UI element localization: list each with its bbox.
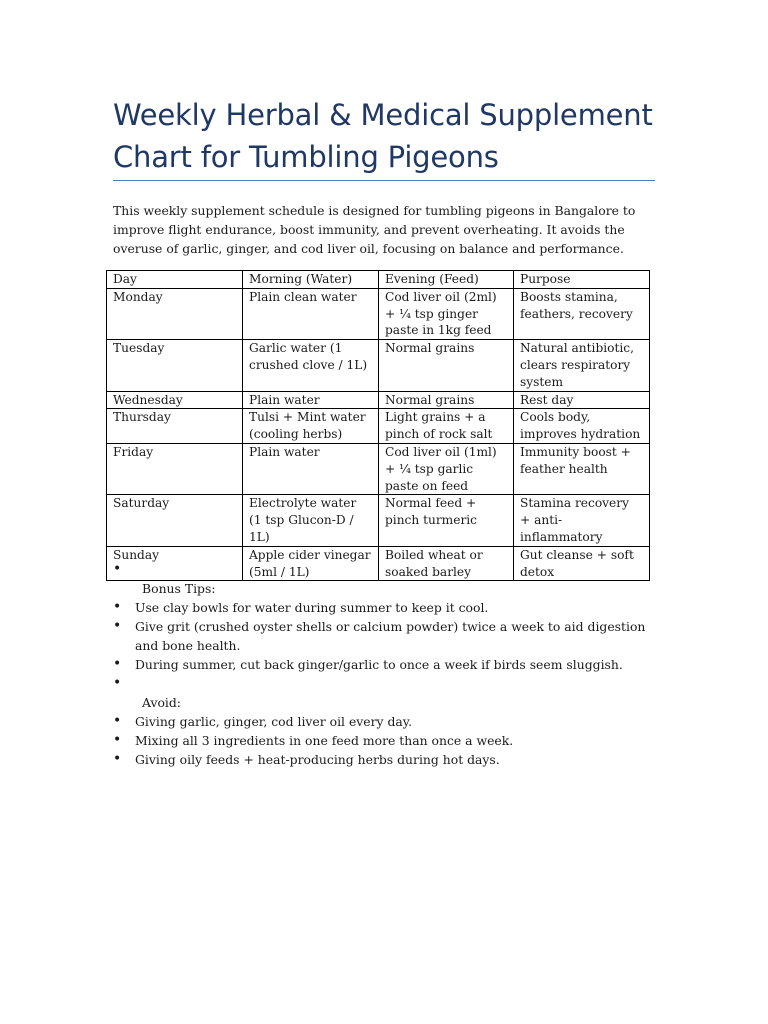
list-item: • During summer, cut back ginger/garlic to once a week if birds seem sluggish. [113,655,658,674]
cell-day: Monday [107,288,243,339]
cell-morning: Apple cider vinegar (5ml / 1L) [243,546,379,581]
cell-day: Tuesday [107,340,243,391]
list-item: • Giving oily feeds + heat-producing herbs during hot days. [113,750,658,769]
table-row [107,340,650,391]
cell-morning: Tulsi + Mint water (cooling herbs) [243,409,379,444]
cell-purpose: Gut cleanse + soft detox [514,546,650,581]
table-row [107,391,650,409]
list-item: • Giving garlic, ginger, cod liver oil every day. [113,712,658,731]
table-row [107,288,650,339]
cell-day: Saturday [107,495,243,546]
cell-purpose: Rest day [514,391,650,409]
table-row [107,443,650,494]
tips-list [113,560,658,769]
cell-purpose: Natural antibiotic, clears respiratory system [514,340,650,391]
cell-day: Sunday [107,546,243,581]
cell-morning: Electrolyte water (1 tsp Glucon-D / 1L) [243,495,379,546]
list-item: • Give grit (crushed oyster shells or calcium powder) twice a week to aid digestion and bone health. [113,617,658,655]
table-header-row [107,271,650,289]
cell-day: Wednesday [107,391,243,409]
intro-paragraph: This weekly supplement schedule is designed for tumbling pigeons in Bangalore to improve flight endurance, boost immunity, and prevent overheating. It avoids the overuse of garlic, ginger, and cod liver oil, focusing on balance and performance. [113,203,636,256]
header-evening: Evening (Feed) [379,271,514,289]
cell-evening: Boiled wheat or soaked barley [379,546,514,581]
avoid-heading: • Avoid: [142,695,181,710]
cell-morning: Plain water [243,443,379,494]
cell-purpose: Cools body, improves hydration [514,409,650,444]
table-row [107,409,650,444]
list-item: • Use clay bowls for water during summer to keep it cool. [113,598,658,617]
cell-evening: Normal grains [379,340,514,391]
bonus-tips-heading: • Bonus Tips: [142,581,216,596]
cell-purpose: Boosts stamina, feathers, recovery [514,288,650,339]
table-row [107,495,650,546]
cell-evening: Normal grains [379,391,514,409]
cell-day: Friday [107,443,243,494]
title-underline [113,180,655,181]
cell-purpose: Stamina recovery + anti-inflammatory [514,495,650,546]
list-item: • Mixing all 3 ingredients in one feed more than once a week. [113,731,658,750]
cell-evening: Cod liver oil (2ml) + ¼ tsp ginger paste in 1kg feed [379,288,514,339]
cell-morning: Plain water [243,391,379,409]
cell-evening: Light grains + a pinch of rock salt [379,409,514,444]
header-morning: Morning (Water) [243,271,379,289]
cell-day: Thursday [107,409,243,444]
bonus-tips-heading-item [113,560,658,598]
cell-evening: Cod liver oil (1ml) + ¼ tsp garlic paste on feed [379,443,514,494]
cell-evening: Normal feed + pinch turmeric [379,495,514,546]
cell-morning: Garlic water (1 crushed clove / 1L) [243,340,379,391]
cell-morning: Plain clean water [243,288,379,339]
cell-purpose: Immunity boost + feather health [514,443,650,494]
supplement-table [106,270,650,581]
avoid-heading-item [113,674,658,712]
header-purpose: Purpose [514,271,650,289]
page-title: Weekly Herbal & Medical Supplement Chart for Tumbling Pigeons [113,98,653,174]
header-day: Day [107,271,243,289]
